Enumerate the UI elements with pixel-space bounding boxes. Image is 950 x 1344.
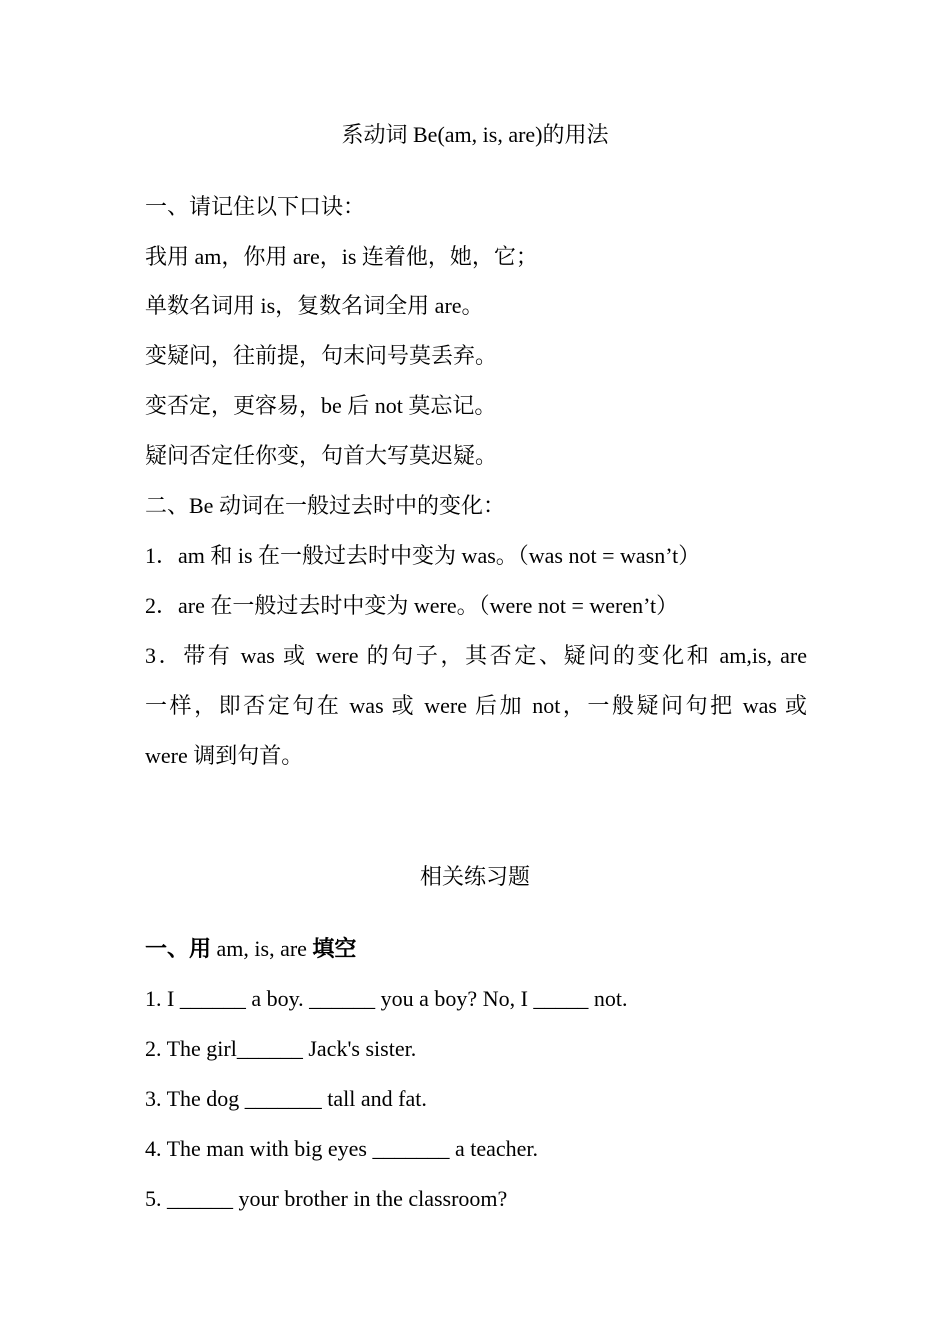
rhyme-line-1: 我用 am，你用 are，is 连着他，她，它； (145, 244, 538, 269)
section2-heading: 二、Be 动词在一般过去时中的变化： (145, 493, 505, 518)
section1-heading: 一、请记住以下口诀： (145, 194, 366, 219)
section2-item-1: 1．am 和 is 在一般过去时中变为 was。（was not = wasn’t） (145, 543, 701, 568)
document-title: 系动词 Be(am, is, are)的用法 (341, 122, 609, 147)
rhyme-line-2: 单数名词用 is，复数名词全用 are。 (145, 293, 484, 318)
exercises-heading (145, 934, 807, 965)
exercises-heading-suffix: 填空 (312, 937, 357, 962)
question-2: 2. The girl______ Jack's sister. (145, 1036, 417, 1061)
question-4: 4. The man with big eyes _______ a teacher. (145, 1136, 539, 1161)
section2-item-3-line-1: 3．带有 was 或 were 的句子，其否定、疑问的变化和 am,is, are (145, 643, 807, 668)
question-5: 5. ______ your brother in the classroom? (145, 1186, 508, 1211)
rhyme-line-5: 疑问否定任你变，句首大写莫迟疑。 (145, 443, 498, 468)
question-1: 1. I ______ a boy. ______ you a boy? No, I _____ not. (145, 986, 628, 1011)
section2-item-3-line-3: were 调到句首。 (145, 743, 304, 768)
question-3: 3. The dog _______ tall and fat. (145, 1086, 427, 1111)
exercises-heading-prefix: 一、用 (145, 937, 212, 962)
rhyme-line-3: 变疑问，往前提，句末问号莫丢弃。 (145, 343, 498, 368)
rhyme-line-4: 变否定，更容易，be 后 not 莫忘记。 (145, 393, 497, 418)
exercises-heading-words: am, is, are (211, 936, 313, 961)
section2-item-3-line-2: 一样，即否定句在 was 或 were 后加 not，一般疑问句把 was 或 (145, 693, 807, 718)
section2-item-2: 2．are 在一般过去时中变为 were。（were not = weren’t） (145, 593, 679, 618)
exercises-title: 相关练习题 (419, 864, 530, 889)
